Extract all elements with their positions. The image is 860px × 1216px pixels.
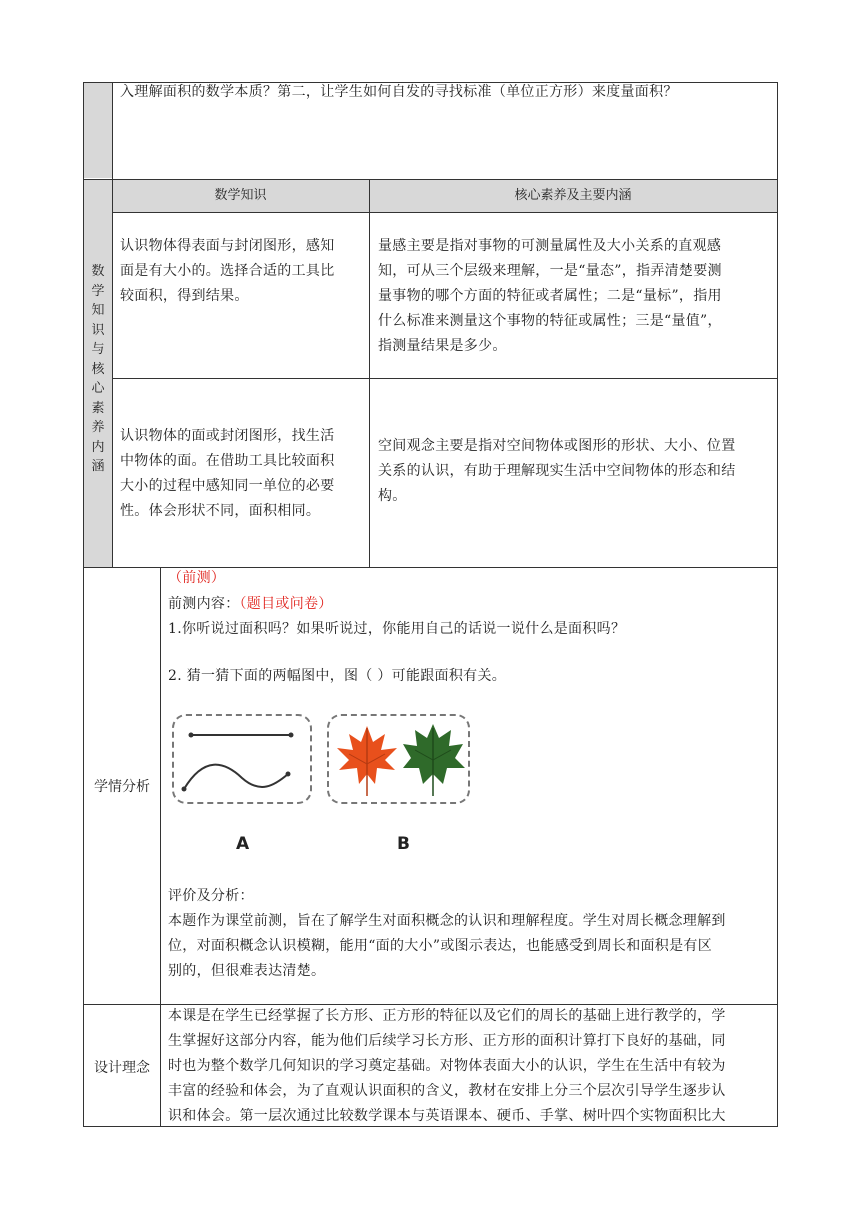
literacy-cell: 量感主要是指对事物的可测量属性及大小关系的直观感 知，可从三个层级来理解，一是“量态”，指弄清楚要测 量事物的哪个方面的特征或者属性；二是“量标”，指用 什么标准来测量这个事物的特征或属性；三是“量值”， 指测量结果是多少。 (378, 238, 722, 354)
student-analysis-label: 学情分析 (94, 779, 150, 795)
question-1: 1.你听说过面积吗？如果听说过，你能用自己的话说一说什么是面积吗？ (168, 621, 626, 637)
figure-b-box (327, 714, 470, 804)
evaluation-text: 本题作为课堂前测，旨在了解学生对面积概念的认识和理解程度。学生对周长概念理解到 位，对面积概念认识模糊，能用“面的大小”或图示表达，也能感受到周长和面积是有区 别的，但很难表达清楚。 (168, 913, 726, 979)
table-border (112, 378, 778, 379)
literacy-cell: 空间观念主要是指对空间物体或图形的形状、大小、位置 关系的认识，有助于理解现实生活中空间物体的形态和结 构。 (378, 438, 736, 504)
figure-a-box (172, 714, 312, 804)
left-column-shade (84, 83, 112, 178)
design-concept-label: 设计理念 (94, 1060, 150, 1076)
green-leaf-icon (403, 724, 465, 796)
figure-b-label: B (397, 834, 410, 854)
column-header-knowledge: 数学知识 (214, 188, 267, 203)
knowledge-side-label: 数 学 知 识 与 核 心 素 养 内 涵 (91, 264, 105, 474)
design-concept-text: 本课是在学生已经掌握了长方形、正方形的特征以及它们的周长的基础上进行教学的，学 生掌握好这部分内容，能为他们后续学习长方形、正方形的面积计算打下良好的基础，同 时也为整个数学几何知识的学习奠定基础。对物体表面大小的认识，学生在生活中有较为 丰富的经验和体会，为了直观认识面积的含义，教材在安排上分三个层次引导学生逐步认 识和体会。第一层次通过比较数学课本与英语课本、硬币、手掌、树叶四个实物面积比大 (168, 1008, 726, 1124)
table-border (369, 179, 370, 568)
question-2: 2. 猜一猜下面的两幅图中，图（ ）可能跟面积有关。 (168, 668, 507, 684)
table-border (777, 82, 778, 1127)
table-border (83, 82, 84, 1127)
evaluation-label: 评价及分析： (168, 888, 254, 904)
knowledge-cell: 认识物体的面或封闭图形，找生活 中物体的面。在借助工具比较面积 大小的过程中感知同一单位的必要 性。体会形状不同，面积相同。 (120, 428, 335, 519)
top-row-text: 入理解面积的数学本质？第二，让学生如何自发的寻找标准（单位正方形）来度量面积？ (120, 84, 678, 100)
maple-leaf-icon (337, 726, 397, 796)
table-border (112, 212, 778, 213)
column-header-literacy: 核心素养及主要内涵 (514, 188, 632, 203)
leaves-figure (329, 716, 468, 802)
lines-figure (174, 716, 310, 802)
pretest-content-line: 前测内容：（题目或问卷） (168, 596, 333, 612)
pretest-tag: （前测） (168, 570, 226, 586)
figure-a-label: A (236, 834, 250, 854)
table-border (160, 567, 161, 1127)
table-border (112, 82, 113, 568)
knowledge-cell: 认识物体得表面与封闭图形，感知 面是有大小的。选择合适的工具比 较面积，得到结果。 (120, 238, 335, 304)
